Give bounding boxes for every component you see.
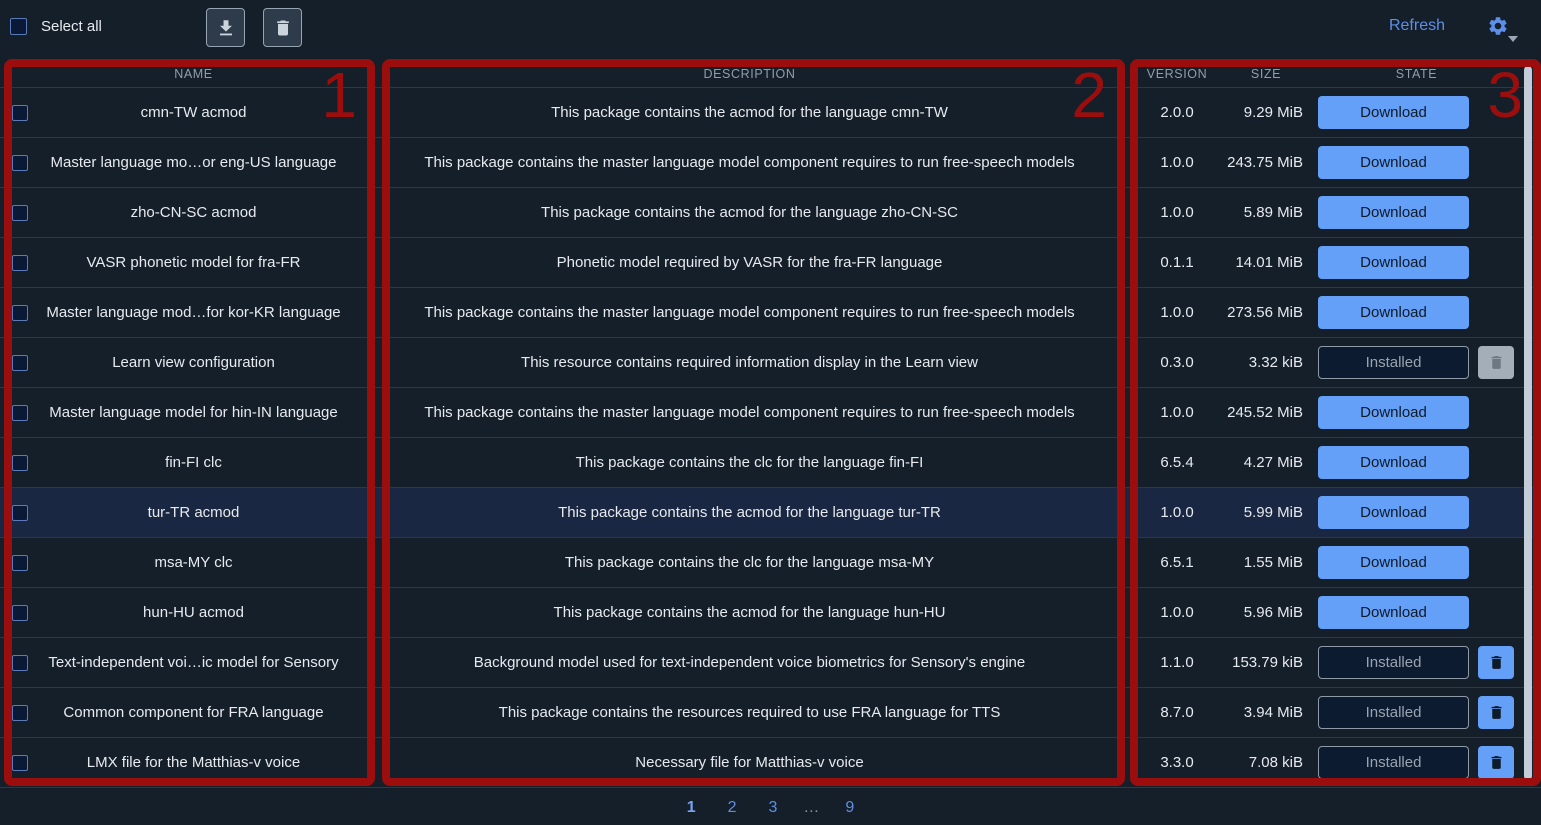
table-row[interactable] <box>0 188 1541 238</box>
download-selected-button[interactable] <box>206 8 245 47</box>
package-version: 1.0.0 <box>1160 154 1194 171</box>
table-row[interactable] <box>0 588 1541 638</box>
trash-icon <box>1488 704 1505 721</box>
download-button[interactable]: Download <box>1318 96 1469 129</box>
package-name: VASR phonetic model for fra-FR <box>86 254 301 271</box>
package-description: Necessary file for Matthias-v voice <box>635 754 864 771</box>
package-name: Text-independent voi…ic model for Sensory <box>48 654 339 671</box>
column-header-state: STATE <box>1395 66 1438 81</box>
package-name: Master language mod…for kor-KR language <box>46 304 341 321</box>
select-all-checkbox[interactable] <box>10 18 27 35</box>
package-description: This package contains the acmod for the language tur-TR <box>558 504 941 521</box>
column-header-name: NAME <box>174 66 213 81</box>
package-name: LMX file for the Matthias-v voice <box>86 754 301 771</box>
row-checkbox[interactable] <box>12 455 28 471</box>
package-name: Master language model for hin-IN language <box>49 404 338 421</box>
delete-package-button[interactable] <box>1478 696 1514 729</box>
table-row[interactable] <box>0 688 1541 738</box>
package-description: This package contains the acmod for the language hun-HU <box>553 604 946 621</box>
table-row[interactable] <box>0 288 1541 338</box>
annotation-number: 3 <box>1487 59 1523 131</box>
package-name: tur-TR acmod <box>147 504 240 521</box>
table-row[interactable] <box>0 238 1541 288</box>
package-size: 153.79 kiB <box>1232 654 1303 671</box>
delete-package-button <box>1478 346 1514 379</box>
row-checkbox[interactable] <box>12 505 28 521</box>
toolbar <box>0 0 1541 55</box>
installed-button: Installed <box>1318 696 1469 729</box>
package-version: 0.3.0 <box>1160 354 1194 371</box>
pagination-page-1[interactable]: 1 <box>686 799 696 816</box>
installed-button: Installed <box>1318 346 1469 379</box>
package-description: Background model used for text-independent voice biometrics for Sensory's engine <box>473 654 1026 671</box>
pagination-page-9[interactable]: 9 <box>845 799 855 816</box>
table-row[interactable] <box>0 388 1541 438</box>
package-version: 1.0.0 <box>1160 304 1194 321</box>
row-checkbox[interactable] <box>12 405 28 421</box>
table-row[interactable] <box>0 338 1541 388</box>
package-name: Common component for FRA language <box>63 704 324 721</box>
download-button[interactable]: Download <box>1318 496 1469 529</box>
package-version: 1.0.0 <box>1160 204 1194 221</box>
select-all-label: Select all <box>41 18 102 35</box>
package-description: This package contains the clc for the language msa-MY <box>564 554 935 571</box>
package-version: 1.0.0 <box>1160 604 1194 621</box>
table-row[interactable] <box>0 88 1541 138</box>
package-name: zho-CN-SC acmod <box>130 204 257 221</box>
row-checkbox[interactable] <box>12 555 28 571</box>
download-button[interactable]: Download <box>1318 146 1469 179</box>
package-size: 3.94 MiB <box>1243 704 1303 721</box>
package-size: 5.96 MiB <box>1243 604 1303 621</box>
trash-icon <box>1488 754 1505 771</box>
package-description: Phonetic model required by VASR for the fra-FR language <box>556 254 943 271</box>
refresh-button[interactable]: Refresh <box>1388 17 1445 34</box>
package-name: hun-HU acmod <box>143 604 244 621</box>
annotation-number: 2 <box>1071 59 1107 131</box>
package-size: 5.89 MiB <box>1243 204 1303 221</box>
package-description: This package contains the clc for the language fin-FI <box>575 454 924 471</box>
column-header-version: VERSION <box>1146 66 1208 81</box>
package-size: 273.56 MiB <box>1227 304 1303 321</box>
download-button[interactable]: Download <box>1318 296 1469 329</box>
package-description: This package contains the resources required to use FRA language for TTS <box>498 704 1001 721</box>
package-name: msa-MY clc <box>154 554 233 571</box>
package-size: 243.75 MiB <box>1227 154 1303 171</box>
table-row[interactable] <box>0 738 1541 788</box>
package-version: 1.0.0 <box>1160 404 1194 421</box>
row-checkbox[interactable] <box>12 205 28 221</box>
package-size: 9.29 MiB <box>1243 104 1303 121</box>
package-description: This package contains the acmod for the language cmn-TW <box>551 104 948 121</box>
package-name: Learn view configuration <box>112 354 275 371</box>
package-version: 1.0.0 <box>1160 504 1194 521</box>
package-name: Master language mo…or eng-US language <box>50 154 337 171</box>
annotation-number: 1 <box>321 59 357 131</box>
package-version: 8.7.0 <box>1160 704 1194 721</box>
pagination-ellipsis: … <box>803 799 820 816</box>
settings-menu-button[interactable] <box>1487 15 1517 43</box>
pagination <box>0 793 1541 823</box>
package-description: This package contains the acmod for the language zho-CN-SC <box>541 204 958 221</box>
row-checkbox[interactable] <box>12 705 28 721</box>
package-version: 1.1.0 <box>1160 654 1194 671</box>
package-version: 3.3.0 <box>1160 754 1194 771</box>
row-checkbox[interactable] <box>12 355 28 371</box>
gear-icon <box>1487 15 1517 37</box>
package-table <box>0 60 1541 788</box>
download-button[interactable]: Download <box>1318 446 1469 479</box>
table-row[interactable] <box>0 538 1541 588</box>
table-row[interactable] <box>0 638 1541 688</box>
package-size: 1.55 MiB <box>1243 554 1303 571</box>
download-button[interactable]: Download <box>1318 396 1469 429</box>
table-body <box>0 88 1541 788</box>
chevron-down-icon <box>1508 36 1518 42</box>
download-icon <box>215 17 237 39</box>
package-version: 0.1.1 <box>1160 254 1194 271</box>
delete-package-button[interactable] <box>1478 746 1514 779</box>
installed-button: Installed <box>1318 646 1469 679</box>
pagination-page-2[interactable]: 2 <box>727 799 737 816</box>
package-size: 3.32 kiB <box>1248 354 1303 371</box>
package-size: 14.01 MiB <box>1235 254 1303 271</box>
package-description: This package contains the master language model component requires to run free-speech models <box>424 154 1075 171</box>
package-size: 7.08 kiB <box>1248 754 1303 771</box>
package-description: This package contains the master language model component requires to run free-speech models <box>424 304 1075 321</box>
download-button[interactable]: Download <box>1318 546 1469 579</box>
package-name: fin-FI clc <box>165 454 222 471</box>
trash-icon <box>1488 354 1505 371</box>
package-size: 4.27 MiB <box>1243 454 1303 471</box>
package-description: This package contains the master language model component requires to run free-speech models <box>424 404 1075 421</box>
column-header-description: DESCRIPTION <box>703 66 796 81</box>
pagination-page-3[interactable]: 3 <box>768 799 778 816</box>
row-checkbox[interactable] <box>12 655 28 671</box>
row-checkbox[interactable] <box>12 305 28 321</box>
row-checkbox[interactable] <box>12 155 28 171</box>
trash-icon <box>1488 654 1505 671</box>
row-checkbox[interactable] <box>12 255 28 271</box>
table-row[interactable] <box>0 138 1541 188</box>
vertical-scrollbar[interactable] <box>1524 66 1532 780</box>
download-button[interactable]: Download <box>1318 596 1469 629</box>
table-header <box>0 60 1541 88</box>
row-checkbox[interactable] <box>12 605 28 621</box>
trash-icon <box>273 18 293 38</box>
column-header-size: SIZE <box>1250 66 1282 81</box>
table-row[interactable] <box>0 488 1541 538</box>
package-size: 245.52 MiB <box>1227 404 1303 421</box>
row-checkbox[interactable] <box>12 105 28 121</box>
delete-package-button[interactable] <box>1478 646 1514 679</box>
select-all[interactable] <box>10 18 102 35</box>
package-version: 2.0.0 <box>1160 104 1194 121</box>
package-description: This resource contains required information display in the Learn view <box>521 354 978 371</box>
package-name: cmn-TW acmod <box>140 104 247 121</box>
download-button[interactable]: Download <box>1318 196 1469 229</box>
row-checkbox[interactable] <box>12 755 28 771</box>
delete-selected-button[interactable] <box>263 8 302 47</box>
package-version: 6.5.4 <box>1160 454 1194 471</box>
table-row[interactable] <box>0 438 1541 488</box>
package-version: 6.5.1 <box>1160 554 1194 571</box>
download-button[interactable]: Download <box>1318 246 1469 279</box>
installed-button: Installed <box>1318 746 1469 779</box>
package-size: 5.99 MiB <box>1243 504 1303 521</box>
